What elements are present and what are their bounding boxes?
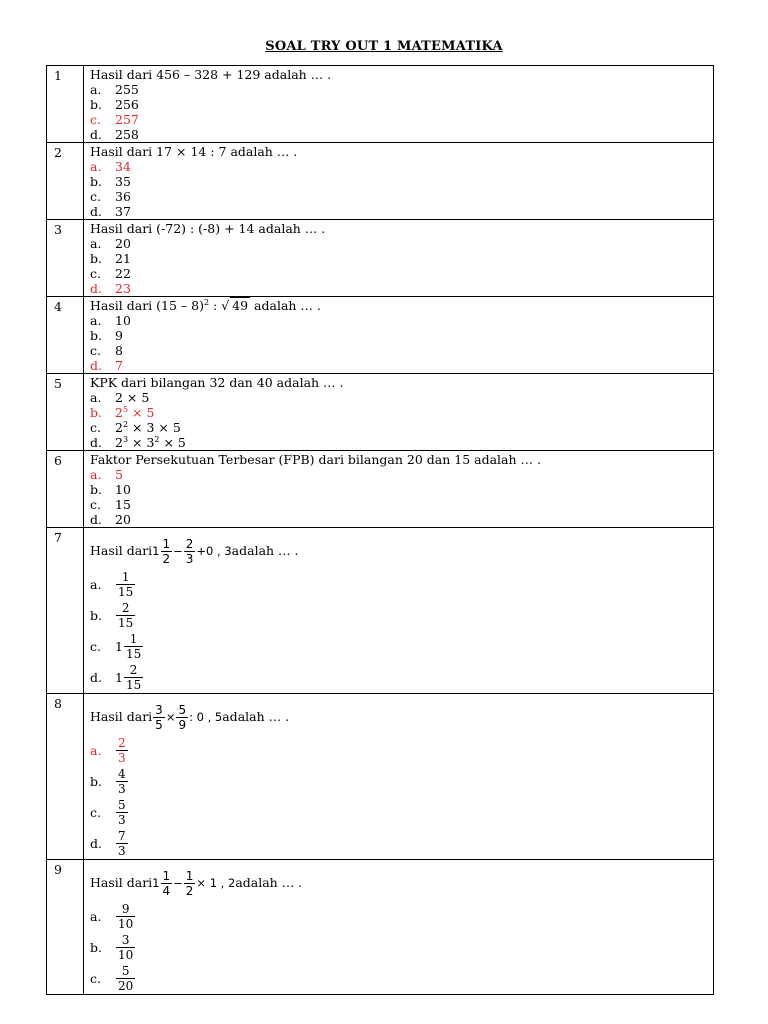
- option-letter: a.: [90, 390, 102, 405]
- denominator: 3: [185, 551, 194, 566]
- fraction: [116, 964, 135, 993]
- numerator: 1: [121, 570, 130, 584]
- numerator: 5: [178, 702, 187, 717]
- option-letter: c.: [90, 343, 101, 358]
- numerator: 2: [118, 736, 126, 750]
- numerator: 5: [121, 964, 130, 978]
- answer-option: [90, 932, 713, 963]
- rest: × 5: [128, 405, 155, 420]
- operator: −: [173, 544, 183, 558]
- operator: × 1 , 2: [196, 876, 236, 890]
- question-number: 5: [47, 374, 84, 451]
- numerator: 2: [121, 601, 130, 615]
- option-letter: c.: [90, 805, 101, 820]
- answer-option: [90, 159, 713, 174]
- question-body: [84, 220, 714, 297]
- answer-option: [90, 797, 713, 828]
- denominator: 3: [118, 782, 126, 796]
- question-stem: [90, 699, 713, 735]
- option-letter: c.: [90, 189, 101, 204]
- option-value: [115, 601, 136, 630]
- question-stem: Hasil dari 17 × 14 : 7 adalah … .: [90, 144, 298, 159]
- stem-prefix: Hasil dari: [90, 709, 153, 724]
- answer-option: [90, 600, 713, 631]
- numerator: 2: [129, 663, 138, 677]
- option-value: 35: [115, 174, 131, 189]
- answer-option: [90, 405, 713, 420]
- question-row: [47, 297, 714, 374]
- answer-option: [90, 662, 713, 693]
- answer-option: [90, 281, 713, 296]
- option-letter: d.: [90, 435, 102, 450]
- exponent: 5: [122, 405, 129, 414]
- answer-option: [90, 82, 713, 97]
- answer-option: [90, 482, 713, 497]
- option-letter: b.: [90, 482, 102, 497]
- stem-suffix: adalah … .: [222, 709, 290, 724]
- fraction: [184, 537, 196, 566]
- question-body: [84, 143, 714, 220]
- denominator: 3: [118, 813, 126, 827]
- base: 2: [115, 420, 123, 435]
- question-number: 3: [47, 220, 84, 297]
- stem-suffix: adalah … .: [250, 298, 321, 313]
- stem-expression: [152, 533, 232, 569]
- option-letter: c.: [90, 639, 101, 654]
- denominator: 2: [162, 551, 171, 566]
- option-letter: b.: [90, 405, 102, 420]
- option-letter: b.: [90, 174, 102, 189]
- stem-suffix: adalah … .: [231, 543, 299, 558]
- option-value: 7: [115, 358, 123, 373]
- question-row: [47, 860, 714, 995]
- question-row: [47, 694, 714, 860]
- answer-option: [90, 569, 713, 600]
- operator: −: [173, 876, 183, 890]
- option-value: [115, 663, 144, 692]
- denominator: 5: [155, 717, 163, 732]
- stem-prefix: Hasil dari (15 – 8): [90, 298, 204, 313]
- base: 2: [115, 405, 123, 420]
- numerator: 1: [162, 868, 171, 883]
- denominator: 3: [118, 751, 126, 765]
- fraction: [161, 537, 173, 566]
- rest: × 3: [128, 435, 155, 450]
- answer-option: [90, 266, 713, 281]
- answer-option: [90, 497, 713, 512]
- question-stem: [90, 533, 713, 569]
- question-stem: Faktor Persekutuan Terbesar (FPB) dari bilangan 20 dan 15 adalah … .: [90, 452, 541, 467]
- fraction: [124, 632, 143, 661]
- fraction: [124, 663, 143, 692]
- question-stem: Hasil dari (-72) : (-8) + 14 adalah … .: [90, 221, 326, 236]
- question-body: [84, 528, 714, 694]
- answer-option: [90, 189, 713, 204]
- denominator: 10: [118, 948, 134, 962]
- answer-option: [90, 313, 713, 328]
- option-letter: d.: [90, 358, 102, 373]
- numerator: 7: [118, 829, 126, 843]
- radicand: 49: [232, 298, 249, 313]
- answer-option: [90, 343, 713, 358]
- answer-option: [90, 735, 713, 766]
- option-value: 20: [115, 512, 131, 527]
- option-letter: c.: [90, 497, 101, 512]
- answer-option: [90, 467, 713, 482]
- answer-option: [90, 963, 713, 994]
- fraction: [116, 902, 135, 931]
- question-body: [84, 374, 714, 451]
- option-letter: c.: [90, 971, 101, 986]
- whole-number: 1: [115, 639, 123, 654]
- question-row: [47, 528, 714, 694]
- option-value: 34: [115, 159, 131, 174]
- numerator: 1: [185, 868, 194, 883]
- numerator: 3: [121, 933, 130, 947]
- answer-option: [90, 420, 713, 435]
- exponent: 3: [122, 435, 129, 444]
- question-number: 6: [47, 451, 84, 528]
- denominator: 9: [178, 717, 187, 732]
- option-letter: a.: [90, 467, 102, 482]
- fraction: [116, 798, 128, 827]
- question-stem: KPK dari bilangan 32 dan 40 adalah … .: [90, 375, 344, 390]
- question-number: 1: [47, 66, 84, 143]
- answer-option: [90, 251, 713, 266]
- answer-option: [90, 358, 713, 373]
- question-number: 7: [47, 528, 84, 694]
- option-value: 8: [115, 343, 123, 358]
- option-value: [115, 632, 144, 661]
- option-letter: c.: [90, 112, 101, 127]
- numerator: 2: [185, 536, 194, 551]
- option-letter: a.: [90, 743, 102, 758]
- option-value: [115, 420, 181, 435]
- option-letter: b.: [90, 774, 102, 789]
- option-value: 22: [115, 266, 131, 281]
- option-letter: b.: [90, 251, 102, 266]
- stem-prefix: Hasil dari: [90, 875, 153, 890]
- stem-suffix: adalah … .: [235, 875, 303, 890]
- answer-option: [90, 97, 713, 112]
- option-value: [115, 902, 136, 931]
- option-value: 36: [115, 189, 131, 204]
- option-letter: d.: [90, 127, 102, 142]
- option-value: [115, 435, 186, 450]
- option-value: [115, 933, 136, 962]
- question-number: 8: [47, 694, 84, 860]
- option-letter: a.: [90, 577, 102, 592]
- question-row: [47, 66, 714, 143]
- answer-option: [90, 766, 713, 797]
- fraction: [116, 736, 128, 765]
- denominator: 10: [118, 917, 134, 931]
- numerator: 9: [121, 902, 130, 916]
- option-letter: b.: [90, 940, 102, 955]
- option-value: [115, 798, 129, 827]
- fraction: [161, 869, 173, 898]
- operator: +0 , 3: [196, 544, 232, 558]
- fraction: [116, 829, 128, 858]
- question-stem: [90, 865, 713, 901]
- option-letter: b.: [90, 608, 102, 623]
- fraction: [184, 869, 196, 898]
- option-letter: d.: [90, 670, 102, 685]
- option-value: 256: [115, 97, 139, 112]
- numerator: 1: [129, 632, 138, 646]
- answer-option: [90, 512, 713, 527]
- option-value: [115, 964, 136, 993]
- answer-option: [90, 127, 713, 142]
- option-letter: b.: [90, 97, 102, 112]
- option-value: [115, 767, 129, 796]
- denominator: 15: [118, 585, 134, 599]
- option-value: 257: [115, 112, 139, 127]
- exponent: 2: [154, 435, 160, 444]
- answer-option: [90, 174, 713, 189]
- answer-option: [90, 435, 713, 450]
- fraction: [116, 570, 135, 599]
- option-value: [115, 736, 129, 765]
- denominator: 20: [118, 979, 134, 993]
- option-value: 2 × 5: [115, 390, 150, 405]
- exponent: 2: [203, 298, 210, 307]
- whole-number: 1: [115, 670, 123, 685]
- option-value: 10: [115, 313, 131, 328]
- answer-option: [90, 828, 713, 859]
- option-letter: c.: [90, 266, 101, 281]
- option-letter: d.: [90, 281, 102, 296]
- denominator: 15: [118, 616, 134, 630]
- answer-option: [90, 328, 713, 343]
- question-body: [84, 694, 714, 860]
- answer-option: [90, 390, 713, 405]
- option-value: 258: [115, 127, 139, 142]
- fraction: [176, 703, 188, 732]
- option-letter: c.: [90, 420, 101, 435]
- question-number: 4: [47, 297, 84, 374]
- option-value: 20: [115, 236, 131, 251]
- option-value: 10: [115, 482, 131, 497]
- option-letter: a.: [90, 313, 102, 328]
- option-value: 9: [115, 328, 123, 343]
- option-value: 23: [115, 281, 131, 296]
- question-body: [84, 297, 714, 374]
- numerator: 5: [118, 798, 126, 812]
- denominator: 3: [118, 844, 126, 858]
- option-letter: d.: [90, 204, 102, 219]
- question-body: [84, 66, 714, 143]
- fraction: [153, 703, 165, 732]
- rest: × 3 × 5: [128, 420, 181, 435]
- base: 2: [115, 435, 123, 450]
- question-body: [84, 451, 714, 528]
- question-table: [46, 65, 714, 995]
- option-value: 21: [115, 251, 131, 266]
- answer-option: [90, 236, 713, 251]
- fraction: [116, 601, 135, 630]
- stem-prefix: Hasil dari: [90, 543, 153, 558]
- question-row: [47, 451, 714, 528]
- option-letter: a.: [90, 159, 102, 174]
- option-letter: a.: [90, 909, 102, 924]
- exponent: 2: [122, 420, 129, 429]
- operator: : 0 , 5: [189, 710, 223, 724]
- answer-option: [90, 901, 713, 932]
- option-letter: d.: [90, 836, 102, 851]
- option-letter: a.: [90, 236, 102, 251]
- question-row: [47, 220, 714, 297]
- numerator: 4: [118, 767, 126, 781]
- option-letter: b.: [90, 328, 102, 343]
- document-title: SOAL TRY OUT 1 MATEMATIKA: [265, 39, 503, 54]
- stem-expression: [152, 865, 235, 901]
- option-letter: a.: [90, 82, 102, 97]
- numerator: 1: [162, 536, 171, 551]
- question-row: [47, 143, 714, 220]
- answer-option: [90, 204, 713, 219]
- numerator: 3: [155, 702, 163, 717]
- question-stem: [90, 298, 713, 313]
- denominator: 15: [125, 647, 142, 661]
- option-value: 37: [115, 204, 131, 219]
- question-row: [47, 374, 714, 451]
- whole-number: 1: [152, 544, 160, 558]
- answer-option: [90, 112, 713, 127]
- rest: × 5: [159, 435, 186, 450]
- option-value: [115, 405, 154, 420]
- question-number: 9: [47, 860, 84, 995]
- fraction: [116, 933, 135, 962]
- denominator: 2: [185, 883, 194, 898]
- question-stem: Hasil dari 456 – 328 + 129 adalah … .: [90, 67, 332, 82]
- answer-option: [90, 631, 713, 662]
- option-value: [115, 570, 136, 599]
- option-value: 255: [115, 82, 139, 97]
- operator: ×: [165, 710, 176, 724]
- question-body: [84, 860, 714, 995]
- option-value: 15: [115, 497, 131, 512]
- whole-number: 1: [152, 876, 160, 890]
- denominator: 15: [125, 678, 142, 692]
- option-value: 5: [115, 467, 123, 482]
- question-number: 2: [47, 143, 84, 220]
- option-value: [115, 829, 129, 858]
- stem-mid: : √: [209, 298, 230, 313]
- denominator: 4: [162, 883, 171, 898]
- fraction: [116, 767, 128, 796]
- stem-expression: [152, 699, 222, 735]
- option-letter: d.: [90, 512, 102, 527]
